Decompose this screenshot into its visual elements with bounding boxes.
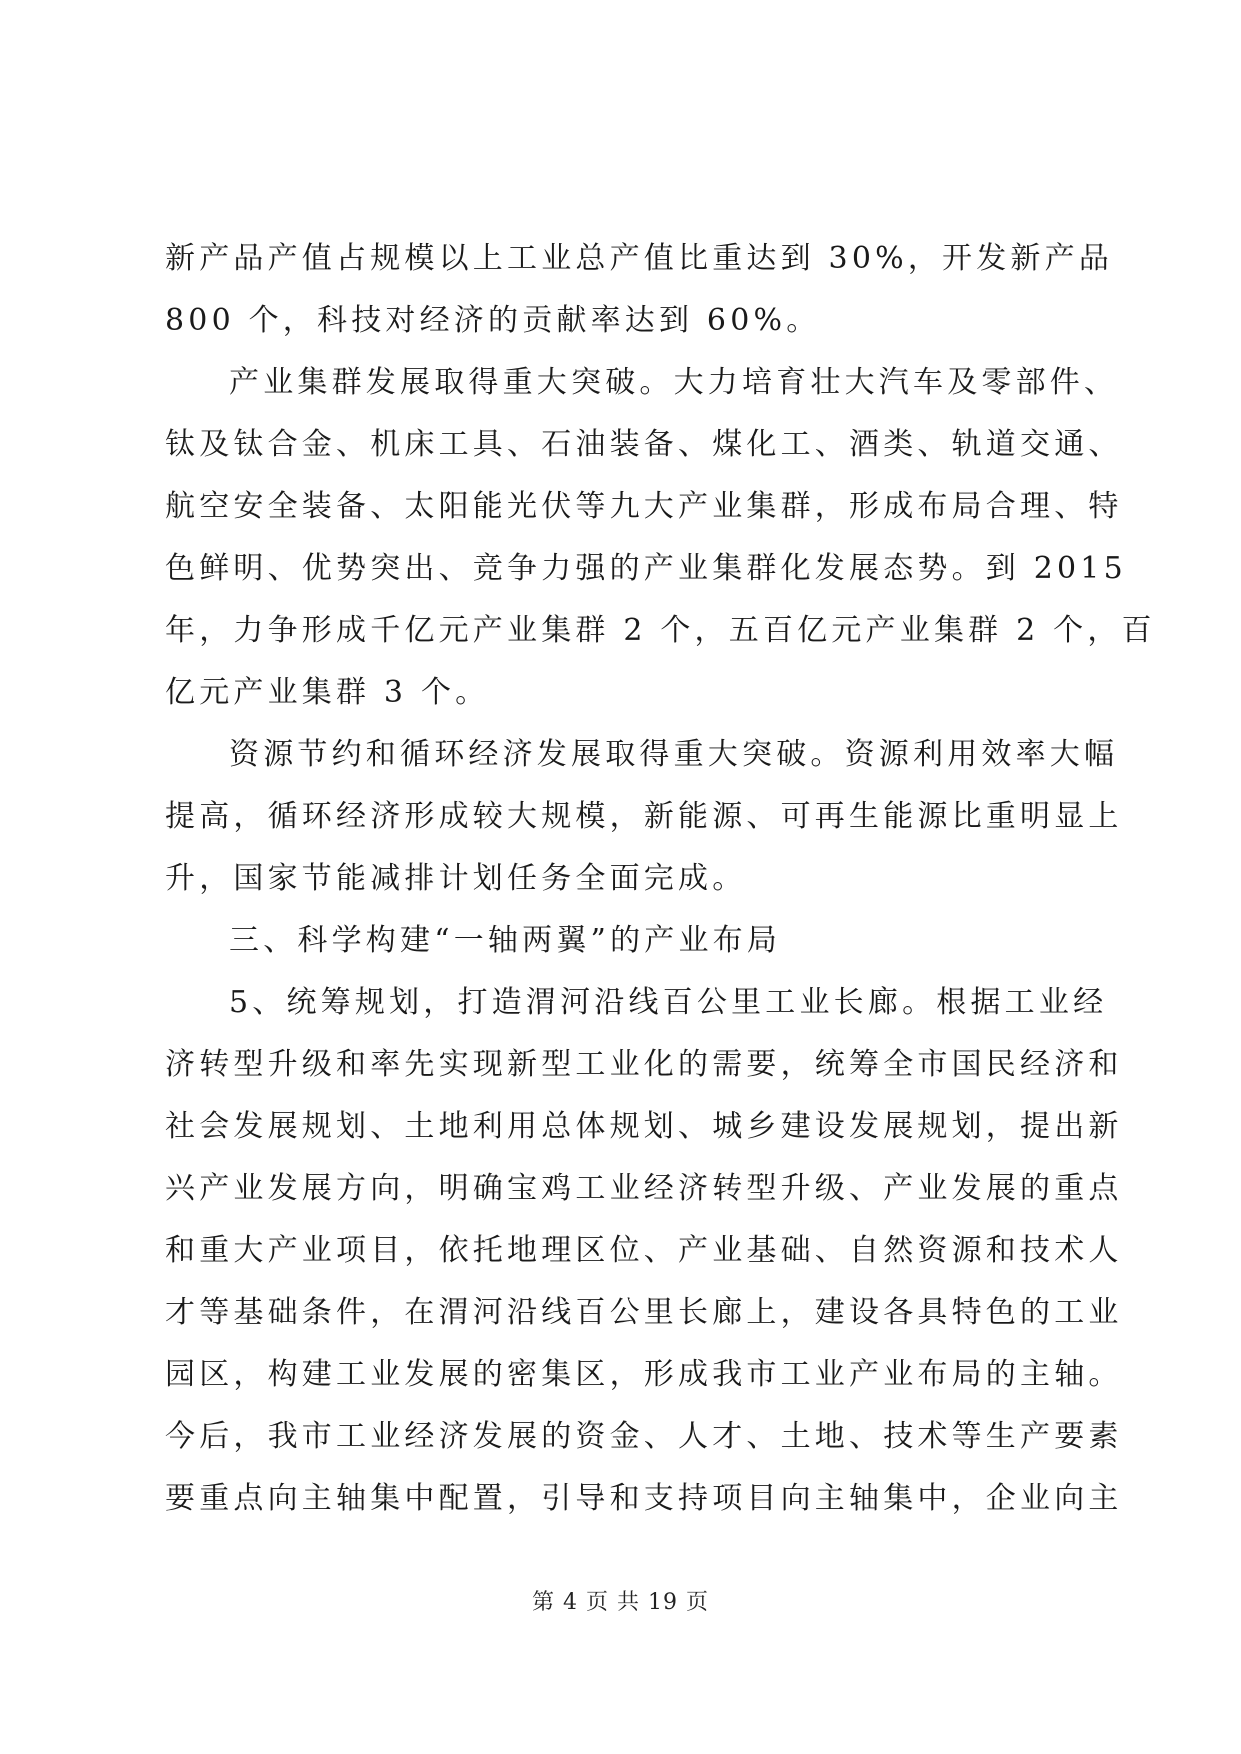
text-line: 济转型升级和率先实现新型工业化的需要，统筹全市国民经济和 (165, 1047, 1123, 1082)
text-line: 和重大产业项目，依托地理区位、产业基础、自然资源和技术人 (165, 1233, 1123, 1268)
text-line: 航空安全装备、太阳能光伏等九大产业集群，形成布局合理、特 (165, 489, 1123, 524)
paragraph-start-line: 产业集群发展取得重大突破。大力培育壮大汽车及零部件、 (229, 365, 1119, 400)
page-number-footer: 第 4 页 共 19 页 (532, 1590, 709, 1615)
text-line: 升，国家节能减排计划任务全面完成。 (165, 861, 747, 896)
text-line: 社会发展规划、土地利用总体规划、城乡建设发展规划，提出新 (165, 1109, 1123, 1144)
text-line: 园区，构建工业发展的密集区，形成我市工业产业布局的主轴。 (165, 1357, 1123, 1392)
paragraph-start-line: 5、统筹规划，打造渭河沿线百公里工业长廊。根据工业经 (229, 985, 1108, 1020)
text-line: 才等基础条件，在渭河沿线百公里长廊上，建设各具特色的工业 (165, 1295, 1123, 1330)
text-line: 年，力争形成千亿元产业集群 2 个，五百亿元产业集群 2 个，百 (165, 613, 1156, 648)
paragraph-start-line: 资源节约和循环经济发展取得重大突破。资源利用效率大幅 (229, 737, 1119, 772)
text-line: 亿元产业集群 3 个。 (165, 675, 490, 710)
section-heading: 三、科学构建“一轴两翼”的产业布局 (229, 923, 782, 958)
text-line: 800 个，科技对经济的贡献率达到 60%。 (165, 303, 821, 338)
text-line: 新产品产值占规模以上工业总产值比重达到 30%，开发新产品 (165, 241, 1114, 276)
text-line: 钛及钛合金、机床工具、石油装备、煤化工、酒类、轨道交通、 (165, 427, 1123, 462)
text-line: 今后，我市工业经济发展的资金、人才、土地、技术等生产要素 (165, 1419, 1123, 1454)
text-line: 要重点向主轴集中配置，引导和支持项目向主轴集中，企业向主 (165, 1481, 1123, 1516)
text-line: 兴产业发展方向，明确宝鸡工业经济转型升级、产业发展的重点 (165, 1171, 1123, 1206)
text-line: 色鲜明、优势突出、竞争力强的产业集群化发展态势。到 2015 (165, 551, 1127, 586)
text-line: 提高，循环经济形成较大规模，新能源、可再生能源比重明显上 (165, 799, 1123, 834)
document-body (165, 228, 1156, 1530)
